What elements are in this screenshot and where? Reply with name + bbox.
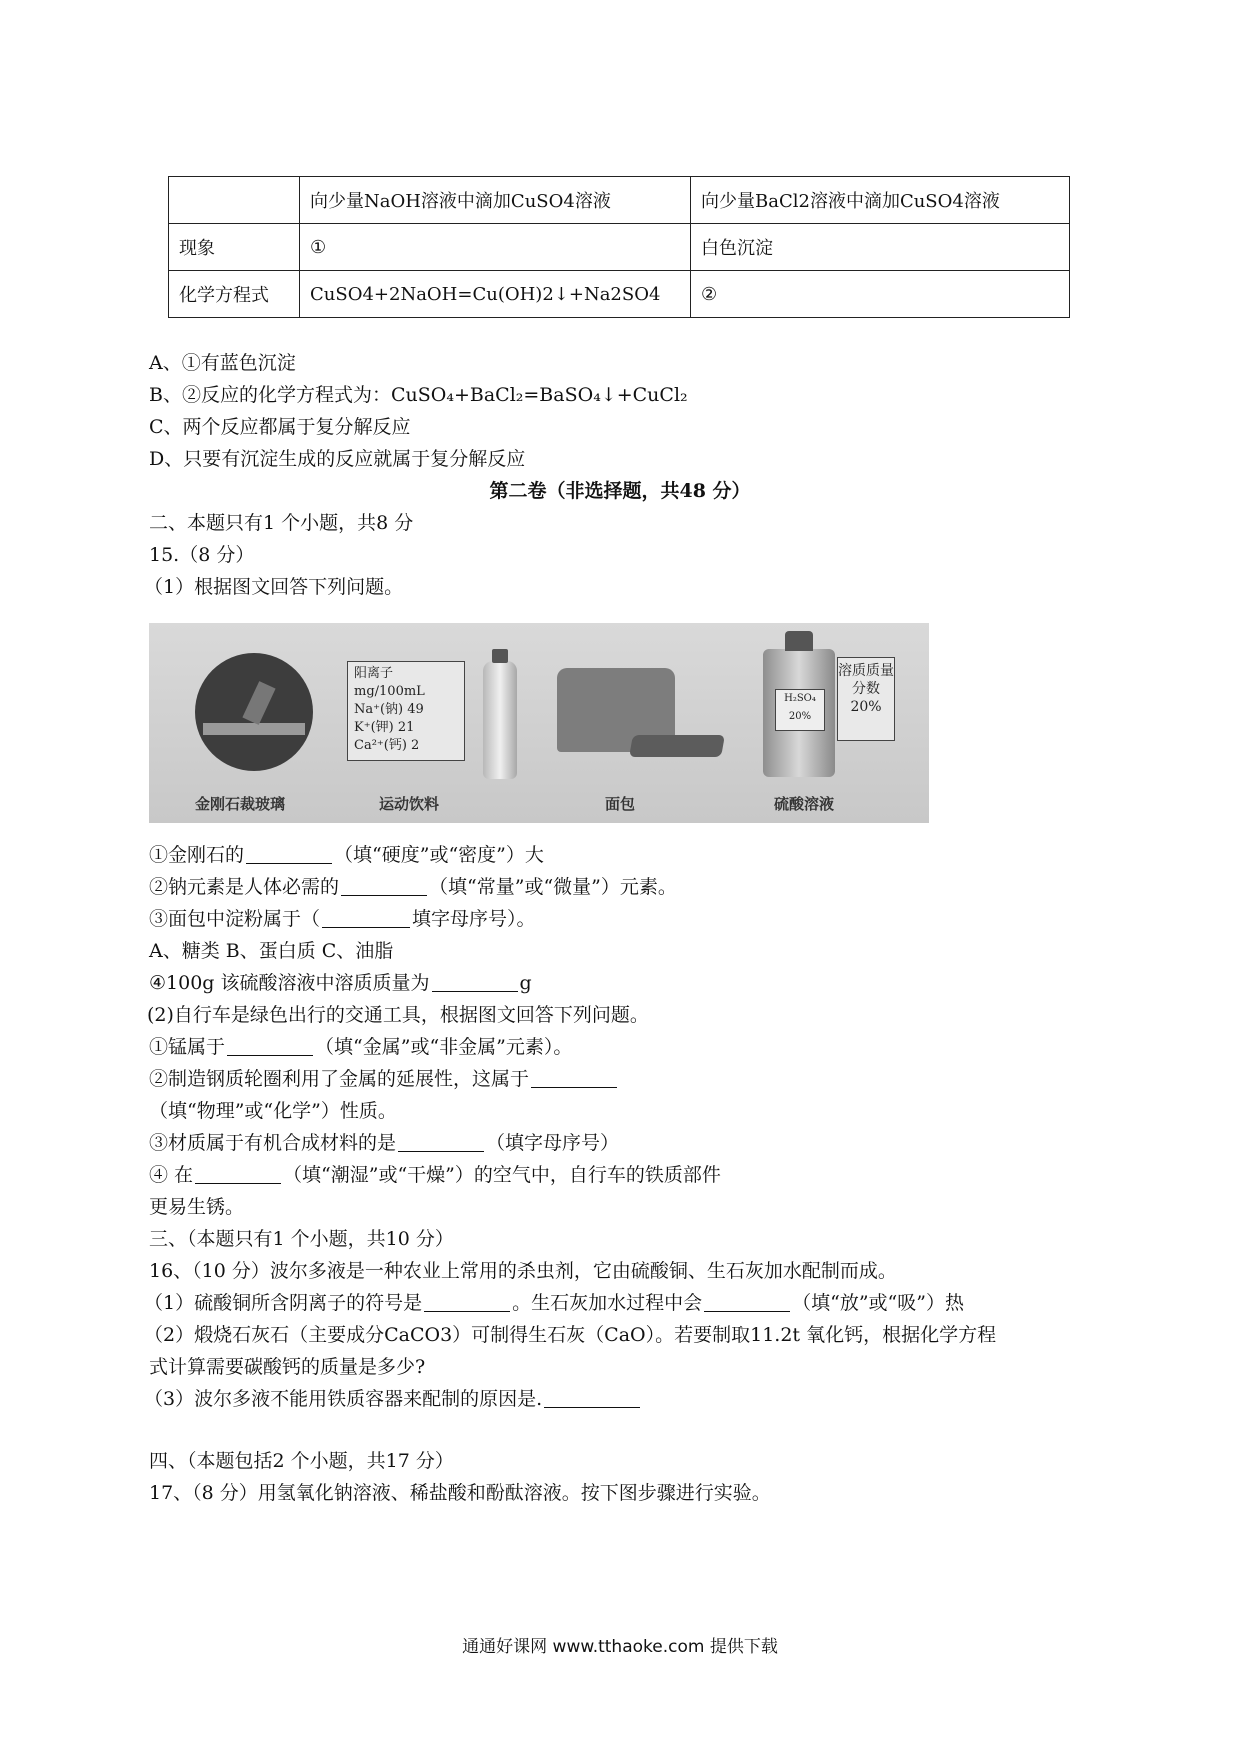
q16-2-cont: 式计算需要碳酸钙的质量是多少? bbox=[149, 1356, 426, 1378]
answer-blank[interactable] bbox=[341, 875, 427, 896]
q15-1-4 bbox=[149, 970, 532, 996]
answer-blank[interactable] bbox=[398, 1131, 484, 1152]
q16-stem: 16、（10 分）波尔多液是一种农业上常用的杀虫剂，它由硫酸铜、生石灰加水配制而成。 bbox=[149, 1260, 897, 1282]
q14-option-a: A、①有蓝色沉淀 bbox=[149, 352, 296, 374]
question-text: （填字母序号） bbox=[486, 1132, 620, 1154]
question-text: g bbox=[519, 972, 532, 994]
q15-1-3-options: A、糖类 B、蛋白质 C、油脂 bbox=[149, 940, 394, 962]
q15-sub2: (2)自行车是绿色出行的交通工具，根据图文回答下列问题。 bbox=[147, 1004, 649, 1026]
answer-blank[interactable] bbox=[322, 907, 410, 928]
drink-bottle-image bbox=[483, 661, 517, 779]
drink-label-title: 阳离子 mg/100mL bbox=[354, 666, 425, 699]
question-text: 。生石灰加水过程中会 bbox=[512, 1292, 703, 1314]
q16-3 bbox=[144, 1386, 642, 1412]
concentration-label: 溶质质量分数 20% bbox=[837, 657, 895, 741]
acid-bottle-image bbox=[763, 649, 835, 777]
table-cell bbox=[169, 177, 300, 224]
answer-blank[interactable] bbox=[227, 1035, 313, 1056]
drink-label bbox=[347, 661, 465, 761]
drink-label-ca: Ca²⁺(钙) 2 bbox=[354, 738, 420, 753]
answer-blank[interactable] bbox=[246, 843, 332, 864]
q15-photo bbox=[149, 623, 929, 823]
question-text: ④ 在 bbox=[149, 1164, 194, 1186]
q15-1-2 bbox=[149, 874, 677, 900]
answer-blank[interactable] bbox=[195, 1163, 281, 1184]
drink-label-k: K⁺(钾) 21 bbox=[354, 720, 415, 735]
question-text: （填“硬度”或“密度”）大 bbox=[334, 844, 544, 866]
table-row bbox=[169, 271, 1070, 318]
table-cell: 现象 bbox=[169, 224, 300, 271]
answer-blank[interactable] bbox=[544, 1387, 640, 1408]
answer-blank[interactable] bbox=[432, 971, 518, 992]
q17-stem: 17、（8 分）用氢氧化钠溶液、稀盐酸和酚酞溶液。按下图步骤进行实验。 bbox=[149, 1482, 771, 1504]
question-text: ①金刚石的 bbox=[149, 844, 245, 866]
question-text: （填“常量”或“微量”）元素。 bbox=[429, 876, 677, 898]
table-cell: ② bbox=[691, 271, 1070, 318]
q15-2-1 bbox=[149, 1034, 572, 1060]
question-text: ③面包中淀粉属于（ bbox=[149, 908, 321, 930]
part2-title: 第二卷（非选择题，共48 分） bbox=[489, 480, 751, 502]
q15-2-3 bbox=[149, 1130, 619, 1156]
caption-bread: 面包 bbox=[605, 795, 636, 813]
q14-option-d: D、只要有沉淀生成的反应就属于复分解反应 bbox=[149, 448, 526, 470]
table-cell: 白色沉淀 bbox=[691, 224, 1070, 271]
caption-diamond: 金刚石裁玻璃 bbox=[195, 795, 286, 813]
caption-acid: 硫酸溶液 bbox=[774, 795, 835, 813]
question-text: （填“放”或“吸”）热 bbox=[792, 1292, 964, 1314]
q15-1-1 bbox=[149, 842, 544, 868]
answer-blank[interactable] bbox=[704, 1291, 790, 1312]
section4-header: 四、（本题包括2 个小题，共17 分） bbox=[149, 1450, 454, 1472]
q14-option-c: C、两个反应都属于复分解反应 bbox=[149, 416, 411, 438]
q16-1 bbox=[144, 1290, 964, 1316]
question-text: （填“金属”或“非金属”元素）。 bbox=[315, 1036, 573, 1058]
question-text: 填字母序号）。 bbox=[412, 908, 536, 930]
section2-header: 二、本题只有1 个小题，共8 分 bbox=[149, 512, 414, 534]
question-text: （3）波尔多液不能用铁质容器来配制的原因是. bbox=[144, 1388, 543, 1410]
question-text: ②制造钢质轮圈利用了金属的延展性，这属于 bbox=[149, 1068, 530, 1090]
table-cell: 化学方程式 bbox=[169, 271, 300, 318]
q15-2-4 bbox=[149, 1162, 721, 1188]
table-row bbox=[169, 224, 1070, 271]
q16-2: （2）煅烧石灰石（主要成分CaCO3）可制得生石灰（CaO）。若要制取11.2t 氧化钙，根据化学方程 bbox=[144, 1324, 997, 1346]
acid-bottle-tag: H₂SO₄ 20% bbox=[775, 689, 825, 731]
q15-number: 15.（8 分） bbox=[149, 544, 255, 566]
table-cell: CuSO4+2NaOH=Cu(OH)2↓+Na2SO4 bbox=[300, 271, 691, 318]
question-text: ②钠元素是人体必需的 bbox=[149, 876, 340, 898]
q15-2-2-cont: （填“物理”或“化学”）性质。 bbox=[149, 1100, 397, 1122]
table-cell: 向少量NaOH溶液中滴加CuSO4溶液 bbox=[300, 177, 691, 224]
answer-blank[interactable] bbox=[424, 1291, 510, 1312]
question-text: ④100g 该硫酸溶液中溶质质量为 bbox=[149, 972, 430, 994]
question-text: ①锰属于 bbox=[149, 1036, 226, 1058]
bread-slice-image bbox=[629, 735, 725, 757]
table-cell: 向少量BaCl2溶液中滴加CuSO4溶液 bbox=[691, 177, 1070, 224]
q15-2-4-cont: 更易生锈。 bbox=[149, 1196, 245, 1218]
q15-1-3 bbox=[149, 906, 536, 932]
q14-table bbox=[168, 176, 1070, 318]
caption-drink: 运动饮料 bbox=[379, 795, 440, 813]
answer-blank[interactable] bbox=[531, 1067, 617, 1088]
q15-sub1: （1）根据图文回答下列问题。 bbox=[144, 576, 404, 598]
table-cell: ① bbox=[300, 224, 691, 271]
drink-label-na: Na⁺(钠) 49 bbox=[354, 702, 424, 717]
table-row bbox=[169, 177, 1070, 224]
q14-option-b: B、②反应的化学方程式为：CuSO₄+BaCl₂=BaSO₄↓+CuCl₂ bbox=[149, 384, 688, 406]
question-text: （填“潮湿”或“干燥”）的空气中，自行车的铁质部件 bbox=[283, 1164, 721, 1186]
page-footer: 通通好课网 www.tthaoke.com 提供下载 bbox=[462, 1637, 778, 1657]
section3-header: 三、（本题只有1 个小题，共10 分） bbox=[149, 1228, 454, 1250]
diamond-cutting-glass-image bbox=[195, 653, 313, 771]
question-text: ③材质属于有机合成材料的是 bbox=[149, 1132, 397, 1154]
q15-2-2 bbox=[149, 1066, 619, 1092]
question-text: （1）硫酸铜所含阴离子的符号是 bbox=[144, 1292, 423, 1314]
